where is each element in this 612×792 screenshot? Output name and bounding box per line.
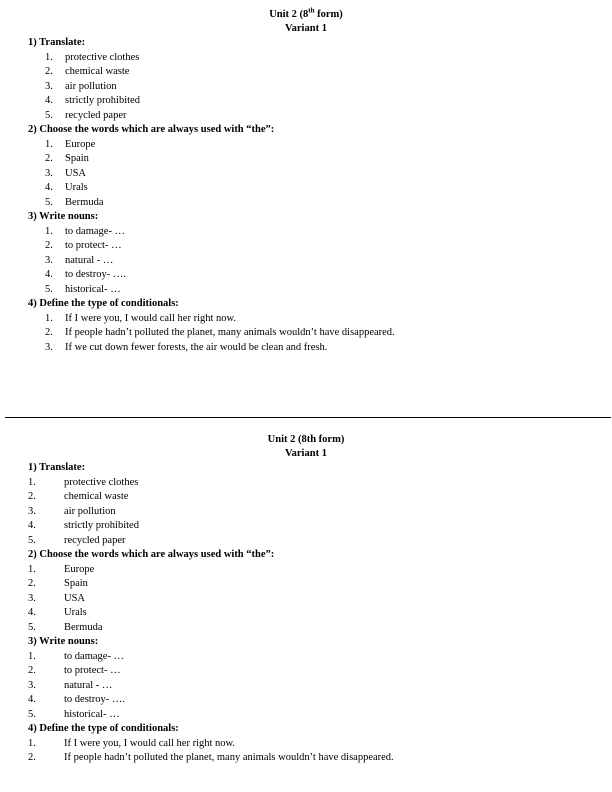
item-number: 3.: [45, 80, 53, 92]
item-number: 1.: [28, 737, 36, 749]
list-item: [0, 239, 612, 254]
item-number: 4.: [28, 694, 36, 705]
list-item: [0, 476, 612, 491]
item-text: protective clothes: [64, 476, 139, 488]
item-text: If I were you, I would call her right now.: [65, 312, 237, 324]
item-number: 5.: [45, 109, 53, 121]
variant-label: Variant 1: [285, 448, 327, 459]
section-heading: 1) Translate:: [28, 37, 86, 48]
item-text: air pollution: [65, 80, 117, 92]
list-item: [0, 621, 612, 636]
item-text: protective clothes: [65, 51, 140, 63]
item-text: chemical waste: [64, 491, 129, 502]
item-number: 2.: [45, 153, 53, 164]
item-number: 1.: [28, 650, 36, 662]
item-text: historical- …: [65, 283, 121, 295]
list-item: [0, 51, 612, 66]
item-text: Europe: [64, 563, 95, 575]
list-item: [0, 592, 612, 607]
section-heading: 3) Write nouns:: [28, 636, 99, 647]
list-item: [0, 534, 612, 549]
item-text: Spain: [64, 578, 88, 589]
list-item: [0, 708, 612, 723]
list-item: [0, 341, 612, 356]
item-number: 5.: [28, 621, 36, 633]
item-text: recycled paper: [65, 109, 127, 121]
item-number: 5.: [28, 708, 36, 720]
item-number: 1.: [45, 312, 53, 324]
item-text: natural - …: [65, 254, 114, 266]
list-item: [0, 268, 612, 283]
list-item: [0, 225, 612, 240]
item-number: 5.: [28, 534, 36, 546]
item-number: 3.: [45, 254, 53, 266]
item-number: 2.: [45, 66, 53, 77]
list-item: [0, 138, 612, 153]
list-item: [0, 109, 612, 124]
item-number: 1.: [45, 225, 53, 237]
item-number: 5.: [45, 196, 53, 208]
item-text: If I were you, I would call her right now.: [64, 737, 236, 749]
section-heading: 3) Write nouns:: [28, 211, 99, 222]
item-number: 3.: [28, 592, 36, 604]
item-number: 4.: [28, 520, 36, 531]
section-heading: 2) Choose the words which are always used with “the”:: [28, 549, 275, 560]
list-item: [0, 577, 612, 592]
item-number: 2.: [45, 240, 53, 251]
section-heading: 2) Choose the words which are always used with “the”:: [28, 124, 275, 135]
item-text: to damage- …: [64, 650, 125, 662]
item-text: to destroy- ….: [64, 694, 125, 705]
section-list: [0, 461, 612, 766]
item-number: 2.: [28, 665, 36, 676]
title-text-suffix: form): [314, 9, 343, 20]
item-text: strictly prohibited: [64, 520, 139, 531]
worksheet-top: [0, 8, 612, 355]
list-item: [0, 650, 612, 665]
list-item: [0, 693, 612, 708]
item-text: USA: [65, 167, 87, 179]
item-number: 2.: [45, 327, 53, 338]
section-heading: 4) Define the type of conditionals:: [28, 298, 179, 309]
item-text: to destroy- ….: [65, 269, 126, 280]
list-item: [0, 751, 612, 766]
item-number: 3.: [45, 341, 53, 353]
section-list: [0, 36, 612, 355]
worksheet-title: [0, 8, 612, 22]
list-item: [0, 505, 612, 520]
list-item: [0, 167, 612, 182]
page-divider: [5, 417, 611, 418]
list-item: [0, 490, 612, 505]
item-text: If we cut down fewer forests, the air would be clean and fresh.: [65, 341, 328, 353]
item-number: 4.: [45, 95, 53, 106]
item-text: recycled paper: [64, 534, 126, 546]
title-superscript: th: [308, 6, 315, 15]
item-number: 1.: [28, 563, 36, 575]
item-text: historical- …: [64, 708, 120, 720]
item-text: natural - …: [64, 679, 113, 691]
item-number: 2.: [28, 491, 36, 502]
item-text: If people hadn’t polluted the planet, many animals wouldn’t have disappeared.: [64, 752, 394, 763]
list-item: [0, 519, 612, 534]
item-text: Bermuda: [65, 196, 104, 208]
item-text: to protect- …: [64, 665, 121, 676]
item-text: Urals: [65, 182, 88, 193]
item-text: chemical waste: [65, 66, 130, 77]
item-text: If people hadn’t polluted the planet, many animals wouldn’t have disappeared.: [65, 327, 395, 338]
item-text: air pollution: [64, 505, 116, 517]
list-item: [0, 606, 612, 621]
item-text: USA: [64, 592, 86, 604]
item-number: 1.: [45, 51, 53, 63]
item-number: 3.: [28, 505, 36, 517]
list-item: [0, 563, 612, 578]
list-item: [0, 65, 612, 80]
item-number: 1.: [45, 138, 53, 150]
variant-label: Variant 1: [285, 23, 327, 34]
list-item: [0, 312, 612, 327]
item-text: strictly prohibited: [65, 95, 140, 106]
list-item: [0, 737, 612, 752]
item-text: Spain: [65, 153, 89, 164]
list-item: [0, 94, 612, 109]
item-number: 4.: [28, 607, 36, 618]
list-item: [0, 181, 612, 196]
list-item: [0, 196, 612, 211]
item-number: 3.: [28, 679, 36, 691]
worksheet-bottom: [0, 433, 612, 766]
item-text: to protect- …: [65, 240, 122, 251]
item-number: 4.: [45, 269, 53, 280]
item-number: 3.: [45, 167, 53, 179]
item-text: Europe: [65, 138, 96, 150]
section-heading: 4) Define the type of conditionals:: [28, 723, 179, 734]
item-number: 2.: [28, 752, 36, 763]
title-text: Unit 2 (8: [269, 9, 309, 20]
item-number: 2.: [28, 578, 36, 589]
item-text: to damage- …: [65, 225, 126, 237]
item-text: Bermuda: [64, 621, 103, 633]
item-number: 1.: [28, 476, 36, 488]
section-heading: 1) Translate:: [28, 462, 86, 473]
list-item: [0, 326, 612, 341]
list-item: [0, 80, 612, 95]
worksheet-title: Unit 2 (8th form): [267, 434, 345, 445]
list-item: [0, 254, 612, 269]
list-item: [0, 152, 612, 167]
item-number: 5.: [45, 283, 53, 295]
item-text: Urals: [64, 607, 87, 618]
list-item: [0, 283, 612, 298]
list-item: [0, 679, 612, 694]
item-number: 4.: [45, 182, 53, 193]
list-item: [0, 664, 612, 679]
